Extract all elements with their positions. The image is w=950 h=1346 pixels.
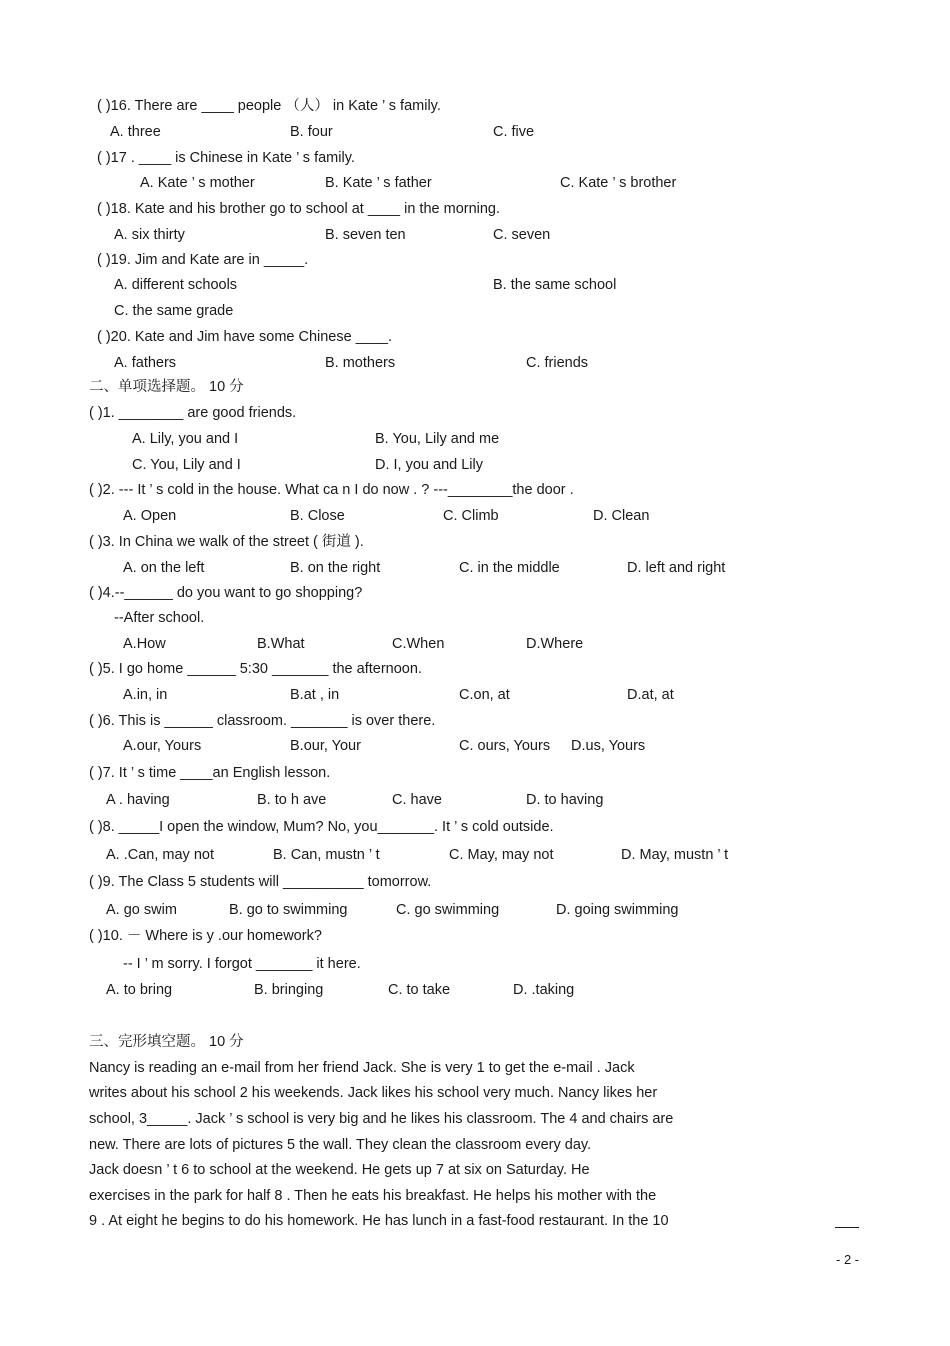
question-9-option-a: A. go swim (106, 902, 177, 918)
question-2-option-d: D. Clean (593, 508, 650, 524)
question-7-option-c: C. have (392, 792, 442, 808)
question-16-stem: ( )16. There are ____ people （人） in Kate ’ s family. (97, 98, 441, 114)
question-5-stem: ( )5. I go home ______ 5:30 _______ the afternoon. (89, 661, 422, 677)
question-7-stem: ( )7. It ’ s time ____an English lesson. (89, 765, 331, 781)
question-2-option-c: C. Climb (443, 508, 499, 524)
question-2-option-b: B. Close (290, 508, 345, 524)
question-10-option-b: B. bringing (254, 982, 324, 998)
question-20-option-c: C. friends (526, 355, 589, 371)
cloze-passage-line: 9 . At eight he begins to do his homework. He has lunch in a fast-food restaurant. In the 10 (89, 1213, 669, 1229)
question-20-option-b: B. mothers (325, 355, 396, 371)
question-8-option-c: C. May, may not (449, 847, 554, 863)
question-10-option-c: C. to take (388, 982, 451, 998)
question-6-option-d: D.us, Yours (571, 738, 646, 754)
question-8-option-d: D. May, mustn ’ t (621, 847, 729, 863)
question-18-option-b: B. seven ten (325, 227, 406, 243)
question-1-option-a: A. Lily, you and I (132, 431, 239, 447)
question-4-option-b: B.What (257, 636, 305, 652)
question-3-option-a: A. on the left (123, 560, 205, 576)
question-9-option-c: C. go swimming (396, 902, 500, 918)
question-18-option-c: C. seven (493, 227, 551, 243)
question-19-stem: ( )19. Jim and Kate are in _____. (97, 252, 309, 268)
question-5-option-c: C.on, at (459, 687, 510, 703)
question-5-option-d: D.at, at (627, 687, 674, 703)
question-1-stem: ( )1. ________ are good friends. (89, 405, 297, 421)
section-3-heading: 三、完形填空题。 10 分 (89, 1034, 244, 1050)
question-20-stem: ( )20. Kate and Jim have some Chinese ____. (97, 329, 392, 345)
question-8-stem: ( )8. _____I open the window, Mum? No, you_______. It ’ s cold outside. (89, 819, 554, 835)
question-10-answer-line: -- I ’ m sorry. I forgot _______ it here. (123, 956, 361, 972)
question-10-stem: ( )10. － Where is y .our homework? (89, 928, 322, 944)
question-2-stem: ( )2. --- It ’ s cold in the house. What ca n I do now . ? ---________the door . (89, 482, 574, 498)
question-7-option-d: D. to having (526, 792, 604, 808)
question-1-option-b: B. You, Lily and me (375, 431, 500, 447)
question-6-stem: ( )6. This is ______ classroom. _______ is over there. (89, 713, 436, 729)
question-17-option-b: B. Kate ’ s father (325, 175, 432, 191)
question-5-option-a: A.in, in (123, 687, 168, 703)
question-6-option-a: A.our, Yours (123, 738, 202, 754)
question-20-option-a: A. fathers (114, 355, 177, 371)
question-8-option-b: B. Can, mustn ’ t (273, 847, 380, 863)
question-1-option-d: D. I, you and Lily (375, 457, 483, 473)
question-17-option-c: C. Kate ’ s brother (560, 175, 677, 191)
question-9-option-b: B. go to swimming (229, 902, 348, 918)
question-19-option-b: B. the same school (493, 277, 617, 293)
question-1-option-c: C. You, Lily and I (132, 457, 241, 473)
question-3-option-c: C. in the middle (459, 560, 560, 576)
question-16-option-b: B. four (290, 124, 333, 140)
question-10-option-d: D. .taking (513, 982, 575, 998)
question-3-option-b: B. on the right (290, 560, 381, 576)
cloze-passage-line: Nancy is reading an e-mail from her friend Jack. She is very 1 to get the e-mail . Jack (89, 1060, 635, 1076)
cloze-passage-line: new. There are lots of pictures 5 the wall. They clean the classroom every day. (89, 1137, 592, 1153)
question-6-option-b: B.our, Your (290, 738, 361, 754)
question-6-option-c: C. ours, Yours (459, 738, 551, 754)
question-4-option-c: C.When (392, 636, 445, 652)
question-10-option-a: A. to bring (106, 982, 173, 998)
question-17-stem: ( )17 . ____ is Chinese in Kate ’ s family. (97, 150, 355, 166)
question-3-stem: ( )3. In China we walk of the street ( 街道 ). (89, 534, 364, 550)
blank-underline (835, 1227, 859, 1228)
question-7-option-a: A . having (106, 792, 170, 808)
section-2-heading: 二、单项选择题。 10 分 (89, 379, 244, 395)
cloze-passage-line: Jack doesn ’ t 6 to school at the weekend. He gets up 7 at six on Saturday. He (89, 1162, 590, 1178)
question-17-option-a: A. Kate ’ s mother (140, 175, 255, 191)
question-4-option-a: A.How (123, 636, 166, 652)
question-3-option-d: D. left and right (627, 560, 726, 576)
page-number: - 2 - (836, 1252, 860, 1267)
question-5-option-b: B.at , in (290, 687, 340, 703)
question-4-option-d: D.Where (526, 636, 584, 652)
question-4-answer-line: --After school. (114, 610, 205, 626)
question-7-option-b: B. to h ave (257, 792, 327, 808)
question-4-stem: ( )4.--______ do you want to go shopping? (89, 585, 363, 601)
question-9-stem: ( )9. The Class 5 students will __________ tomorrow. (89, 874, 432, 890)
question-16-option-a: A. three (110, 124, 161, 140)
question-2-option-a: A. Open (123, 508, 177, 524)
cloze-passage-line: school, 3_____. Jack ’ s school is very big and he likes his classroom. The 4 and chairs are (89, 1111, 674, 1127)
cloze-passage-line: exercises in the park for half 8 . Then he eats his breakfast. He helps his mother with the (89, 1188, 657, 1204)
question-18-option-a: A. six thirty (114, 227, 185, 243)
cloze-passage-line: writes about his school 2 his weekends. Jack likes his school very much. Nancy likes her (89, 1085, 658, 1101)
question-16-option-c: C. five (493, 124, 535, 140)
question-9-option-d: D. going swimming (556, 902, 679, 918)
question-8-option-a: A. .Can, may not (106, 847, 214, 863)
question-18-stem: ( )18. Kate and his brother go to school at ____ in the morning. (97, 201, 501, 217)
question-19-option-c: C. the same grade (114, 303, 234, 319)
question-19-option-a: A. different schools (114, 277, 238, 293)
